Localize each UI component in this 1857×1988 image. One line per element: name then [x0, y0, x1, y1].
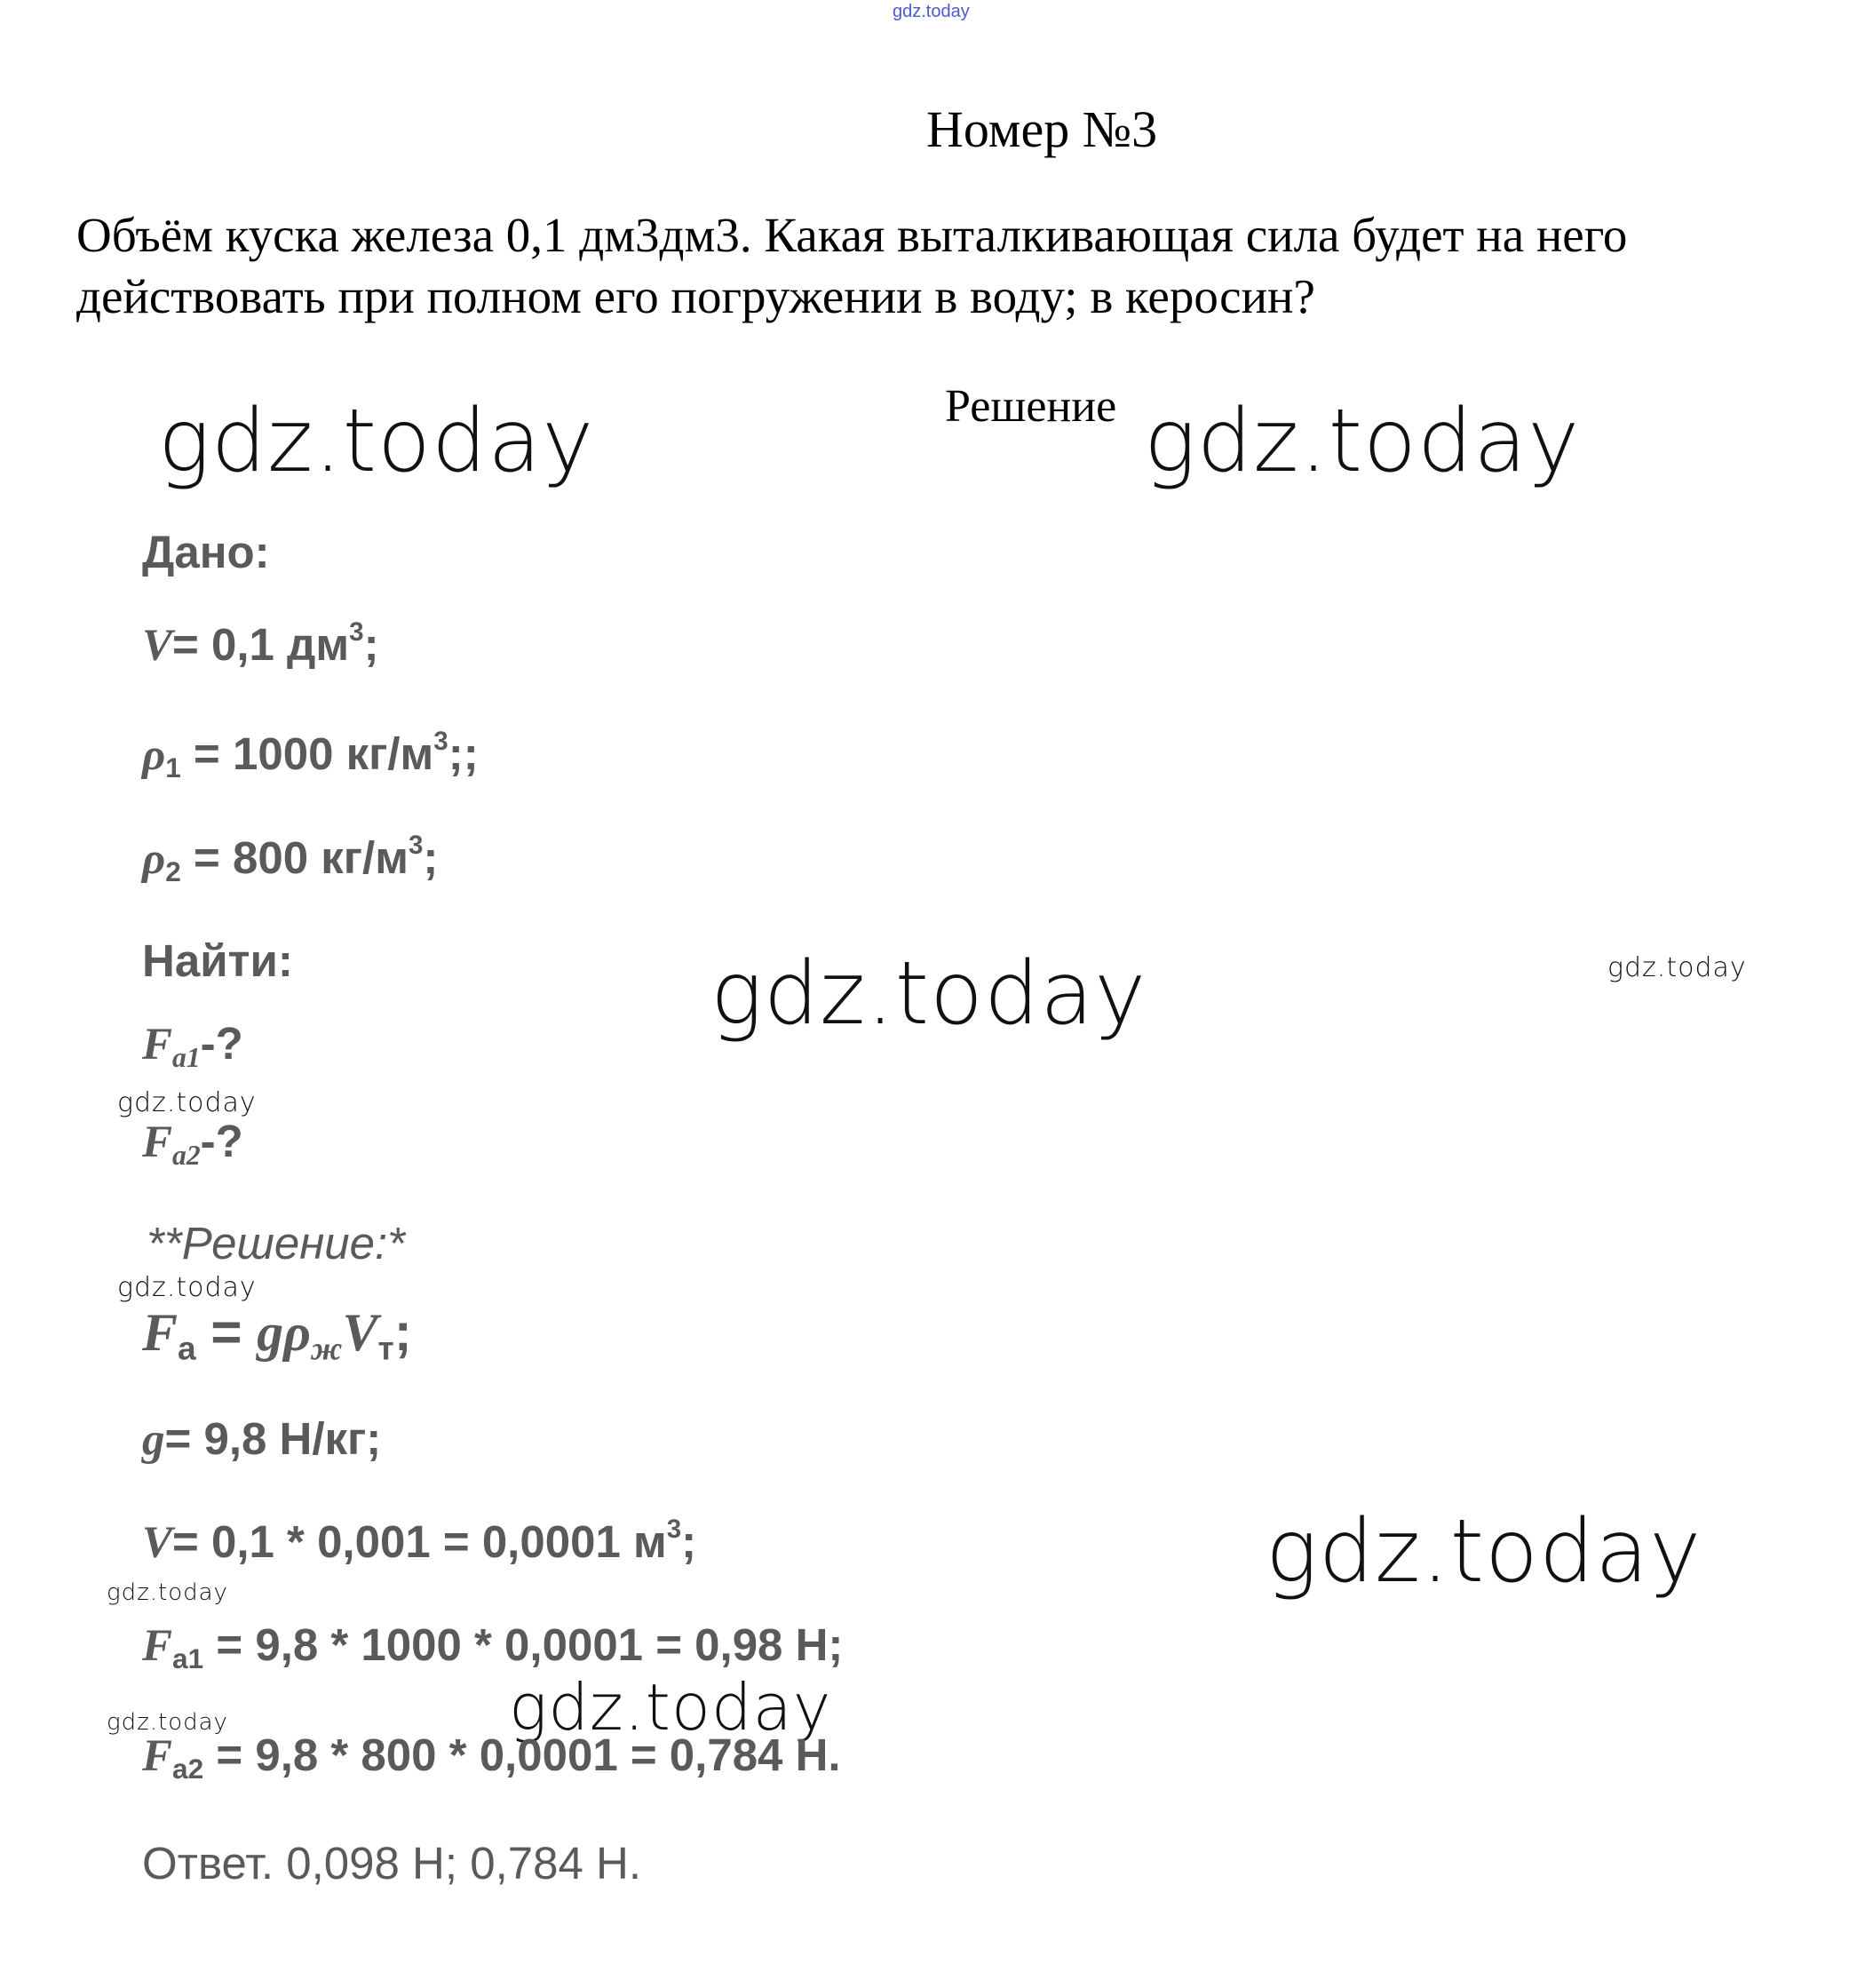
watermark: gdz.today	[1144, 391, 1581, 492]
answer: Ответ. 0,098 Н; 0,784 Н.	[142, 1838, 642, 1889]
watermark-top: gdz.today	[893, 2, 970, 21]
watermark: gdz.today	[1607, 952, 1747, 983]
find-label: Найти:	[142, 935, 293, 986]
watermark: gdz.today	[710, 943, 1147, 1045]
archimedes-formula: $F_a = g\rho_жV_т$;	[142, 1302, 412, 1368]
gravity-value: g= 9,8 Н/кг;	[142, 1413, 382, 1465]
volume-conversion: V= 0,1 * 0,001 = 0,0001 $м^3$;	[142, 1515, 697, 1569]
given-density-kerosene: $\rho_2 = 800$ $кг/м^3$;	[142, 831, 439, 888]
given-volume: V= 0,1 $дм^3$;	[142, 617, 379, 672]
watermark: gdz.today	[117, 1087, 257, 1118]
watermark: gdz.today	[509, 1670, 832, 1745]
fa2-calculation: $F_{a2} = 9,8 * 800 * 0,0001 = 0,784$ Н.	[142, 1730, 841, 1785]
page-title: Номер №3	[926, 100, 1158, 158]
watermark: gdz.today	[107, 1709, 228, 1736]
given-density-water: $\rho_1 = 1000$ $кг/м^3$;;	[142, 727, 479, 784]
task-statement: Объём куска железа 0,1 дм3дм3. Какая выталкивающая сила будет на него действовать при полном его погружении в воду; в керосин?	[76, 208, 1628, 323]
find-fa1: $F_{a1}-$?	[142, 1018, 243, 1073]
fa1-calculation: $F_{a1} = 9,8 * 1000 * 0,0001 = 0,98$ Н;	[142, 1619, 844, 1674]
given-label: Дано:	[142, 527, 270, 577]
watermark: gdz.today	[158, 391, 595, 492]
solution-label: **Решение:*	[147, 1218, 406, 1268]
solution-heading: Решение	[945, 381, 1117, 432]
watermark: gdz.today	[1266, 1501, 1702, 1602]
find-fa2: $F_{a2}-$?	[142, 1116, 243, 1171]
watermark: gdz.today	[107, 1579, 228, 1606]
watermark: gdz.today	[117, 1272, 257, 1303]
